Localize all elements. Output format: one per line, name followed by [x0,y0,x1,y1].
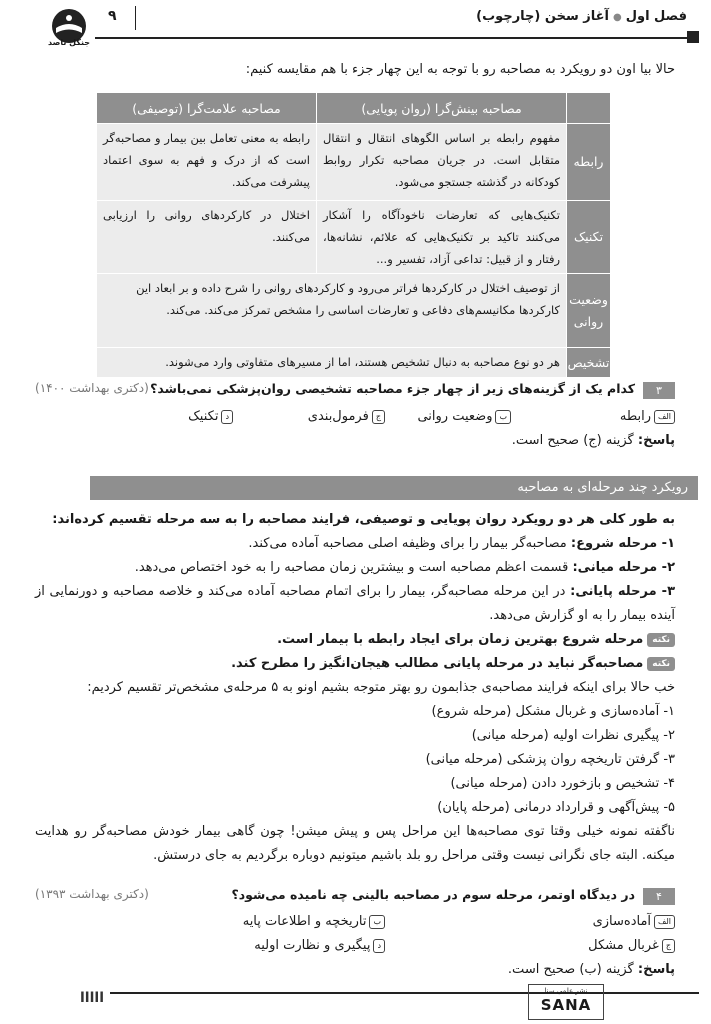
question-text: در دیدگاه اوتمر، مرحله سوم در مصاحبه بالینی چه نامیده می‌شود؟ [231,887,635,902]
bullet-dot-icon: ● [612,12,622,23]
option-text: رابطه [619,409,652,424]
page-number: ۹ [108,8,117,24]
chapter-title: آغاز سخن (چارچوب) [476,9,609,24]
answer-label: پاسخ: [637,433,675,448]
list-item: ۴- تشخیص و بازخورد دادن (مرحله میانی) [450,776,675,791]
option-c [588,938,675,953]
option-label: الف [654,915,675,929]
publisher-name: نشر علمی سنا [544,987,588,995]
table-row [97,201,611,274]
option-label: ج [372,410,385,424]
option-label: ج [662,939,675,953]
stages-body [35,508,675,868]
option-d [188,409,233,424]
column-header-symptom: مصاحبه علامت‌گرا (توصیفی) [97,93,317,124]
question-4 [35,886,675,908]
option-d [254,938,385,953]
column-header-insight: مصاحبه بینش‌گرا (روان پویایی) [317,93,567,124]
table-cell: هر دو نوع مصاحبه به دنبال تشخیص هستند، اما از مسیرهای متفاوتی وارد می‌شوند. [97,348,567,378]
list-item: ۲- پیگیری نظرات اولیه (مرحله میانی) [471,728,675,743]
list-item: ۱- آماده‌سازی و غربال مشکل (مرحله شروع) [431,704,675,719]
row-header-mental-status: وضعیت روانی [567,274,611,348]
table-cell: از توصیف اختلال در کارکردها فراتر می‌رود و کارکردهای روانی را شرح داده و بر ابعاد این کارکردها مکانیسم‌های دفاعی و تعارضات اساسی را مشخص تمرکز می‌کند. می‌کند. [97,274,567,348]
stage-text: قسمت اعظم مصاحبه است و بیشترین زمان مصاحبه را به خود اختصاص می‌دهد. [134,560,569,575]
chapter-heading [476,9,687,24]
header-separator [135,6,136,30]
note-badge: نکته [647,657,675,671]
row-header-relationship: رابطه [567,124,611,201]
table-cell: تکنیک‌هایی که تعارضات ناخودآگاه را آشکار می‌کنند تاکید بر تکنیک‌هایی که علائم، نشانه‌ها، رفتار و از قبیل: تداعی آزاد، تفسیر و... [317,201,567,274]
question-source: (دکتری بهداشت ۱۴۰۰) [35,381,149,395]
note-badge: نکته [647,633,675,647]
option-label: ب [369,915,385,929]
closing-paragraph: ناگفته نمونه خیلی وقتا توی مصاحبه‌ها این مراحل پس و پیش میشن! چون گاهی بیمار خودش مصاحبه‌گر رو هدایت میکنه. البته جای نگرانی نیست وقتی مراحل رو بلد باشیم میتونیم دوباره برگردیم به جای درستش. [35,824,675,863]
stage-label: ۱- مرحله شروع: [570,536,675,551]
row-header-technique: تکنیک [567,201,611,274]
answer-label: پاسخ: [637,962,675,977]
table-cell: مفهوم رابطه بر اساس الگوهای انتقال و انتقال متقابل است. در جریان مصاحبه تکرار روابط کودکانه در گذشته جستجو می‌شود. [317,124,567,201]
footer-rule [110,992,699,994]
table-row [97,348,611,378]
option-text: فرمول‌بندی [307,409,369,424]
answer-text: گزینه (ج) صحیح است. [511,433,634,448]
table-cell: اختلال در کارکردهای روانی را ارزیابی می‌کنند. [97,201,317,274]
note-2 [35,652,675,676]
option-a [620,409,675,424]
comparison-table [96,92,611,378]
option-a [593,914,675,929]
list-item: ۵- پیش‌آگهی و قرارداد درمانی (مرحله پایان) [437,800,675,815]
table-row [97,124,611,201]
option-text: آماده‌سازی [592,914,652,929]
chapter-label: فصل اول [625,9,687,24]
option-text: تکنیک [188,409,219,424]
note-text: مرحله شروع بهترین زمان برای ایجاد رابطه با بیمار است. [277,632,644,647]
note-text: مصاحبه‌گر نباید در مرحله پایانی مطالب هیجان‌انگیز را مطرح کند. [231,656,644,671]
question-3 [35,380,675,402]
option-label: د [373,939,385,953]
answer-4 [508,962,675,977]
stages-lead: به طور کلی هر دو رویکرد روان پویایی و توصیفی، فرایند مصاحبه را به سه مرحله تقسیم کرده‌اند: [52,512,675,527]
question-number: ۳ [643,382,675,399]
option-c [308,409,385,424]
stage-label: ۲- مرحله میانی: [572,560,675,575]
five-stage-intro: خب حالا برای اینکه فرایند مصاحبه‌ی جذابمون رو بهتر متوجه بشیم اونو به ۵ مرحله‌ی مشخص‌تر تقسیم کردیم: [87,680,675,695]
stage-label: ۳- مرحله پایانی: [570,584,675,599]
note-1 [35,628,675,652]
option-label: ب [495,410,511,424]
stage-text: در این مرحله مصاحبه‌گر، بیمار را برای اتمام مصاحبه آماده می‌کند و خلاصه مصاحبه و دورنمایی از آینده بیمار را به او گزارش می‌دهد. [35,584,675,623]
list-item: ۳- گرفتن تاریخچه روان پزشکی (مرحله میانی) [425,752,675,767]
section-title: رویکرد چند مرحله‌ای به مصاحبه [90,476,698,500]
option-text: غربال مشکل [588,938,659,953]
stage-2 [35,556,675,580]
option-label: د [221,410,233,424]
table-header-row [97,93,611,124]
header-rule [95,37,699,39]
question-text: کدام یک از گزینه‌های زیر از چهار جزء مصاحبه تشخیصی روان‌پزشکی نمی‌باشد؟ [150,381,635,396]
table-cell: رابطه به معنی تعامل بین بیمار و مصاحبه‌گر است که از درک و فهم به سوی اعتماد پیشرفت می‌کند. [97,124,317,201]
question-number: ۴ [643,888,675,905]
page-header [0,0,711,52]
row-header-diagnosis: تشخیص [567,348,611,378]
table-corner [567,93,611,124]
publisher-brand: SANA [540,996,592,1014]
option-text: پیگیری و نظارت اولیه [254,938,371,953]
publisher-logo [528,984,604,1020]
table-row [97,274,611,348]
option-label: الف [654,410,675,424]
option-b [417,409,511,424]
answer-text: گزینه (ب) صحیح است. [507,962,634,977]
stage-3 [35,580,675,628]
option-text: تاریخچه و اطلاعات پایه [242,914,367,929]
intro-text: حالا بیا اون دو رویکرد به مصاحبه رو با توجه به این چهار جزء با هم مقایسه کنیم: [245,62,675,77]
option-text: وضعیت روانی [417,409,493,424]
header-rule-cap [687,31,699,43]
option-b [243,914,385,929]
stage-text: مصاحبه‌گر بیمار را برای وظیفه اصلی مصاحبه آماده می‌کند. [248,536,567,551]
stage-1 [35,532,675,556]
question-source: (دکتری بهداشت ۱۳۹۳) [35,887,149,901]
logo-text: جنگل ناصد [48,38,90,47]
answer-3 [512,433,675,448]
footer-mark: ااااا [80,990,104,1006]
